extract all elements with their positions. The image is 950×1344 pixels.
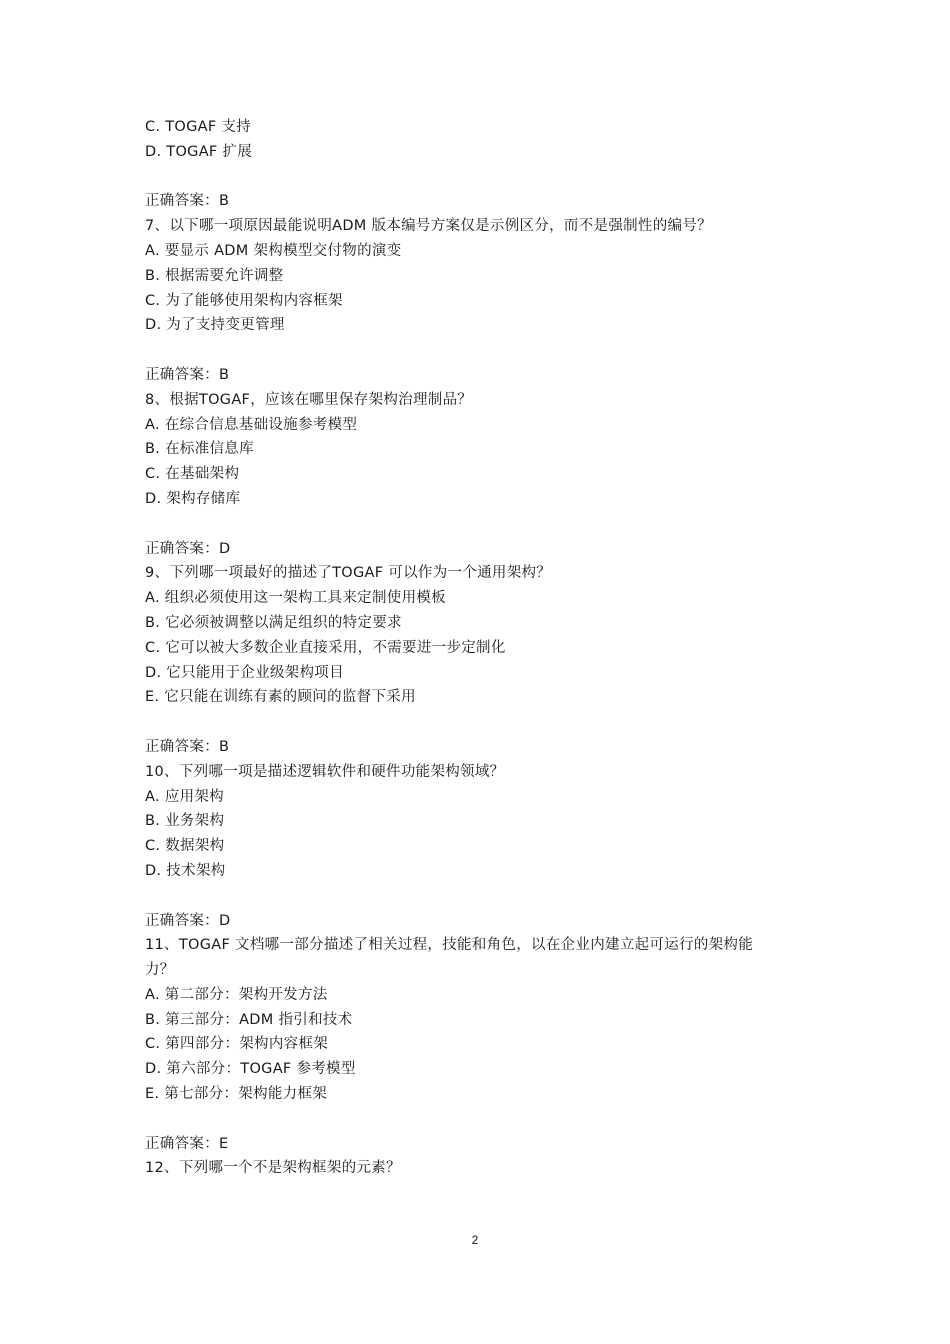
option: B. 第三部分：ADM 指引和技术 [145,1011,353,1028]
question-text: 8、根据TOGAF，应该在哪里保存架构治理制品？ [145,391,473,408]
option: B. 根据需要允许调整 [145,267,284,284]
option: B. 它必须被调整以满足组织的特定要求 [145,614,402,631]
spacer [145,512,755,537]
option: B. 在标准信息库 [145,441,254,458]
question-text: 12、下列哪一个不是架构框架的元素？ [145,1160,401,1177]
spacer [145,338,755,363]
option: C. 在基础架构 [145,466,240,483]
answer: 正确答案：B [145,738,230,755]
spacer [145,884,755,909]
answer: 正确答案：E [145,1135,229,1152]
option: C. 为了能够使用架构内容框架 [145,292,343,309]
question-text: 9、下列哪一项最好的描述了TOGAF 可以作为一个通用架构？ [145,565,552,582]
option: A. 在综合信息基础设施参考模型 [145,416,358,433]
option: D. 第六部分：TOGAF 参考模型 [145,1061,356,1078]
document-body [145,115,755,1181]
answer: 正确答案：D [145,540,231,557]
answer: 正确答案：B [145,193,230,210]
page-number: 2 [471,1233,479,1247]
question-text: 7、以下哪一项原因最能说明ADM 版本编号方案仅是示例区分，而不是强制性的编号？ [145,218,712,235]
option: E. 第七部分：架构能力框架 [145,1086,328,1103]
question-text: 10、下列哪一项是描述逻辑软件和硬件功能架构领域？ [145,763,505,780]
spacer [145,165,755,190]
option: A. 第二部分：架构开发方法 [145,986,328,1003]
option: A. 应用架构 [145,788,224,805]
spacer [145,710,755,735]
option: A. 要显示 ADM 架构模型交付物的演变 [145,242,402,259]
option: D. 技术架构 [145,862,226,879]
answer: 正确答案：D [145,912,231,929]
option: C. 它可以被大多数企业直接采用，不需要进一步定制化 [145,639,506,656]
option: C. 数据架构 [145,838,225,855]
option: D. 为了支持变更管理 [145,317,285,334]
option: E. 它只能在训练有素的顾问的监督下采用 [145,689,416,706]
answer: 正确答案：B [145,366,230,383]
option: C. 第四部分：架构内容框架 [145,1036,329,1053]
spacer [145,1107,755,1132]
question-text: 11、TOGAF 文档哪一部分描述了相关过程，技能和角色，以在企业内建立起可运行的架构能力？ [145,937,754,979]
option: C. TOGAF 支持 [145,119,252,135]
option: D. 它只能用于企业级架构项目 [145,664,344,681]
option: A. 组织必须使用这一架构工具来定制使用模板 [145,590,446,607]
option: D. 架构存储库 [145,490,241,507]
option: B. 业务架构 [145,813,225,830]
option: D. TOGAF 扩展 [145,143,253,160]
